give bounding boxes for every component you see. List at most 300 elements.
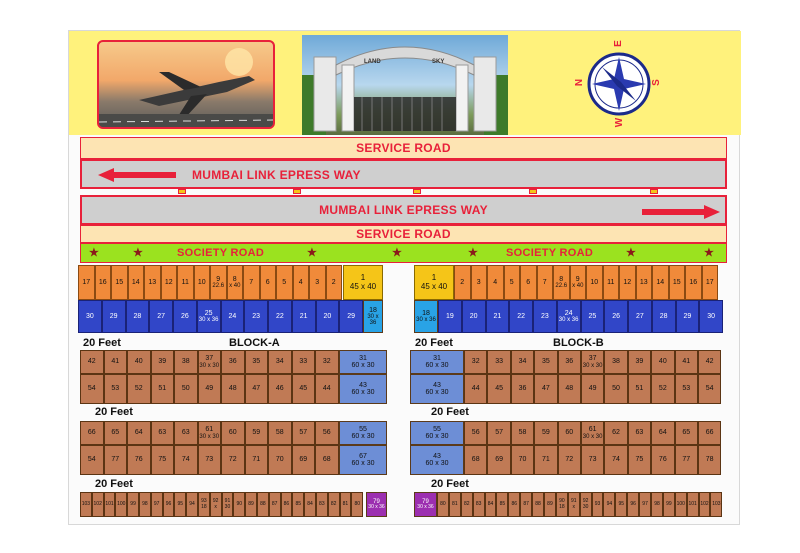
- plot-12[interactable]: [161, 265, 178, 300]
- plot-15[interactable]: [669, 265, 686, 300]
- plot-53[interactable]: [104, 374, 128, 404]
- plot-82[interactable]: [328, 492, 340, 517]
- plot-50[interactable]: [604, 374, 627, 404]
- plot-number: 94: [189, 500, 195, 507]
- plot-29[interactable]: [676, 300, 700, 333]
- plot-28[interactable]: [652, 300, 676, 333]
- plot-96[interactable]: [163, 492, 175, 517]
- plot-42[interactable]: [698, 350, 721, 374]
- plot-64[interactable]: [651, 421, 674, 445]
- plot-number: 68: [471, 456, 480, 464]
- plot-21[interactable]: [486, 300, 510, 333]
- plot-57[interactable]: [487, 421, 510, 445]
- society-road: [80, 243, 727, 263]
- plot-59[interactable]: [245, 421, 269, 445]
- plot-41[interactable]: [104, 350, 128, 374]
- plot-92[interactable]: [580, 492, 592, 517]
- plot-12[interactable]: [619, 265, 636, 300]
- plot-24[interactable]: [221, 300, 245, 333]
- plot-dimension: 30: [224, 503, 231, 510]
- plot-number: 31: [359, 354, 367, 362]
- plot-number: 18: [369, 306, 377, 314]
- plot-number: 39: [158, 358, 167, 366]
- plot-59[interactable]: [534, 421, 557, 445]
- plot-number: 29: [109, 312, 118, 320]
- plot-92[interactable]: [210, 492, 222, 517]
- plot-number: 23: [540, 312, 549, 320]
- expressway-lane-2: [80, 195, 727, 225]
- plot-14[interactable]: [128, 265, 145, 300]
- plot-94[interactable]: [603, 492, 615, 517]
- plot-number: 73: [205, 456, 214, 464]
- plot-25[interactable]: [581, 300, 605, 333]
- plot-7[interactable]: [537, 265, 554, 300]
- plot-37[interactable]: [198, 350, 222, 374]
- plot-49[interactable]: [581, 374, 604, 404]
- plot-number: 51: [158, 385, 167, 393]
- plot-number: 49: [588, 385, 597, 393]
- block-a-row4b: [80, 445, 339, 475]
- plot-dimension: 45 x 40: [349, 281, 377, 291]
- plot-dimension: 22.6: [212, 283, 225, 290]
- plot-52[interactable]: [127, 374, 151, 404]
- plot-33[interactable]: [292, 350, 316, 374]
- plot-34[interactable]: [511, 350, 534, 374]
- plot-40[interactable]: [651, 350, 674, 374]
- plot-27[interactable]: [628, 300, 652, 333]
- plot-66[interactable]: [698, 421, 721, 445]
- plot-30[interactable]: [78, 300, 102, 333]
- plot-54[interactable]: [698, 374, 721, 404]
- plot-number: 62: [612, 429, 620, 437]
- plot-65[interactable]: [675, 421, 698, 445]
- plot-number: 15: [672, 278, 681, 286]
- plot-dimension: 30 x 36: [558, 317, 579, 324]
- service-road-bottom-label: SERVICE ROAD: [356, 227, 451, 241]
- plot-42[interactable]: [80, 350, 104, 374]
- plot-number: 3: [476, 278, 481, 286]
- plot-37[interactable]: [581, 350, 604, 374]
- block-a-label: BLOCK-A: [229, 337, 280, 349]
- plot-number: 9: [575, 275, 580, 283]
- plot-dimension: 30: [582, 503, 589, 510]
- plot-39[interactable]: [151, 350, 175, 374]
- plot-61[interactable]: [581, 421, 604, 445]
- plot-56[interactable]: [464, 421, 487, 445]
- plot-74[interactable]: [604, 445, 627, 475]
- plot-77[interactable]: [104, 445, 128, 475]
- plot-68[interactable]: [464, 445, 487, 475]
- plot-16[interactable]: [95, 265, 112, 300]
- plot-41[interactable]: [675, 350, 698, 374]
- plot-101[interactable]: [687, 492, 699, 517]
- plot-81[interactable]: [449, 492, 461, 517]
- plot-83[interactable]: [316, 492, 328, 517]
- plot-87[interactable]: [269, 492, 281, 517]
- plot-48[interactable]: [221, 374, 245, 404]
- plot-8[interactable]: [227, 265, 244, 300]
- plot-5[interactable]: [276, 265, 293, 300]
- plot-17[interactable]: [78, 265, 95, 300]
- plot-89[interactable]: [544, 492, 556, 517]
- plot-38[interactable]: [604, 350, 627, 374]
- plot-9[interactable]: [210, 265, 227, 300]
- plot-number: 47: [252, 385, 261, 393]
- plot-63[interactable]: [174, 421, 198, 445]
- plot-number: 69: [299, 456, 308, 464]
- plot-number: 33: [495, 358, 503, 366]
- plot-97[interactable]: [639, 492, 651, 517]
- plot-95[interactable]: [174, 492, 186, 517]
- plot-number: 27: [157, 312, 166, 320]
- plot-88[interactable]: [257, 492, 269, 517]
- plot-60[interactable]: [558, 421, 581, 445]
- plot-47[interactable]: [245, 374, 269, 404]
- plot-number: 33: [299, 358, 308, 366]
- block-b-plot-43b[interactable]: [410, 445, 464, 475]
- plot-number: 58: [275, 429, 284, 437]
- plot-80[interactable]: [437, 492, 449, 517]
- plot-29[interactable]: [339, 300, 363, 333]
- plot-number: 11: [607, 278, 615, 286]
- plot-58[interactable]: [511, 421, 534, 445]
- plot-90[interactable]: [556, 492, 568, 517]
- plot-97[interactable]: [151, 492, 163, 517]
- plot-26[interactable]: [173, 300, 197, 333]
- plot-54[interactable]: [80, 445, 104, 475]
- plot-91[interactable]: [222, 492, 234, 517]
- plot-75[interactable]: [151, 445, 175, 475]
- plot-number: 65: [682, 429, 691, 437]
- plot-99[interactable]: [663, 492, 675, 517]
- plot-number: 89: [547, 500, 553, 507]
- block-a-plot-31[interactable]: [339, 350, 387, 374]
- plot-70[interactable]: [268, 445, 292, 475]
- plot-number: 40: [134, 358, 143, 366]
- plot-23[interactable]: [244, 300, 268, 333]
- plot-88[interactable]: [532, 492, 544, 517]
- plot-62[interactable]: [604, 421, 627, 445]
- plot-number: 10: [197, 278, 206, 286]
- road-marker: [178, 189, 186, 194]
- plot-27[interactable]: [149, 300, 173, 333]
- plot-86[interactable]: [281, 492, 293, 517]
- plot-30[interactable]: [699, 300, 723, 333]
- plot-5[interactable]: [504, 265, 521, 300]
- plot-number: 6: [265, 278, 270, 286]
- plot-29[interactable]: [102, 300, 126, 333]
- plot-25[interactable]: [197, 300, 221, 333]
- plot-6[interactable]: [260, 265, 277, 300]
- plot-93[interactable]: [592, 492, 604, 517]
- plot-70[interactable]: [511, 445, 534, 475]
- plot-number: 97: [153, 500, 160, 507]
- compass-w: W: [614, 117, 626, 128]
- plot-101[interactable]: [104, 492, 116, 517]
- plot-15[interactable]: [111, 265, 128, 300]
- plot-36[interactable]: [511, 374, 534, 404]
- plot-number: 2: [460, 278, 465, 286]
- plot-dimension: 60 x 30: [351, 433, 375, 440]
- plot-2[interactable]: [454, 265, 471, 300]
- plot-26[interactable]: [604, 300, 628, 333]
- block-a-plot-67[interactable]: [339, 445, 387, 475]
- plot-20[interactable]: [462, 300, 486, 333]
- plot-number: 59: [252, 429, 261, 437]
- plot-84[interactable]: [304, 492, 316, 517]
- plot-82[interactable]: [461, 492, 473, 517]
- plot-20[interactable]: [316, 300, 340, 333]
- block-b-row5: [437, 492, 722, 517]
- plot-71[interactable]: [534, 445, 557, 475]
- plot-number: 48: [228, 385, 237, 393]
- plot-23[interactable]: [533, 300, 557, 333]
- block-a-plot-18[interactable]: [363, 300, 383, 333]
- plot-number: 17: [705, 278, 714, 286]
- plot-35[interactable]: [245, 350, 269, 374]
- plot-81[interactable]: [340, 492, 352, 517]
- plot-number: 39: [635, 358, 644, 366]
- plot-number: 36: [228, 358, 237, 366]
- plot-69[interactable]: [292, 445, 316, 475]
- plot-number: 101: [105, 500, 114, 507]
- plot-49[interactable]: [198, 374, 222, 404]
- plot-56[interactable]: [315, 421, 339, 445]
- plot-51[interactable]: [151, 374, 175, 404]
- plot-46[interactable]: [268, 374, 292, 404]
- plot-dimension: 45 x 40: [420, 281, 448, 291]
- plot-102[interactable]: [92, 492, 104, 517]
- plot-47[interactable]: [534, 374, 557, 404]
- plot-33[interactable]: [487, 350, 510, 374]
- plot-39[interactable]: [628, 350, 651, 374]
- plot-number: 81: [452, 500, 458, 507]
- plot-63[interactable]: [628, 421, 651, 445]
- plot-64[interactable]: [127, 421, 151, 445]
- plot-85[interactable]: [292, 492, 304, 517]
- plot-number: 96: [630, 500, 636, 507]
- plot-number: 13: [148, 278, 157, 286]
- plot-85[interactable]: [496, 492, 508, 517]
- plot-number: 101: [688, 500, 697, 507]
- plot-86[interactable]: [508, 492, 520, 517]
- plot-84[interactable]: [485, 492, 497, 517]
- plot-number: 87: [271, 500, 278, 507]
- block-b-plot-79[interactable]: [414, 492, 437, 517]
- plot-number: 6: [526, 278, 531, 286]
- compass-s: S: [650, 79, 662, 86]
- block-b-plot-18[interactable]: [414, 300, 438, 333]
- plot-98[interactable]: [139, 492, 151, 517]
- plot-10[interactable]: [194, 265, 211, 300]
- plot-number: 80: [440, 500, 446, 507]
- plot-22[interactable]: [509, 300, 533, 333]
- plot-number: 98: [654, 500, 660, 507]
- plot-63[interactable]: [151, 421, 175, 445]
- plot-number: 21: [299, 312, 308, 320]
- plot-60[interactable]: [221, 421, 245, 445]
- plot-36[interactable]: [558, 350, 581, 374]
- plot-54[interactable]: [80, 374, 104, 404]
- plot-68[interactable]: [315, 445, 339, 475]
- plot-74[interactable]: [174, 445, 198, 475]
- plot-99[interactable]: [127, 492, 139, 517]
- plot-number: 5: [509, 278, 514, 286]
- plot-dimension: x 40: [229, 283, 241, 290]
- plot-number: 81: [342, 500, 349, 507]
- block-a-plot-43[interactable]: [339, 374, 387, 404]
- plot-94[interactable]: [186, 492, 198, 517]
- plot-44[interactable]: [464, 374, 487, 404]
- plot-number: 100: [676, 500, 685, 507]
- block-b-plot-1[interactable]: [414, 265, 454, 300]
- plot-number: 14: [131, 278, 140, 286]
- plot-11[interactable]: [603, 265, 620, 300]
- plot-76[interactable]: [127, 445, 151, 475]
- block-b-plot-55[interactable]: [410, 421, 464, 445]
- plot-number: 85: [295, 500, 302, 507]
- plot-number: 1: [431, 273, 437, 283]
- plot-number: 54: [87, 385, 96, 393]
- plot-number: 35: [541, 358, 550, 366]
- plot-4[interactable]: [293, 265, 310, 300]
- plot-7[interactable]: [243, 265, 260, 300]
- plot-35[interactable]: [534, 350, 557, 374]
- plot-76[interactable]: [651, 445, 674, 475]
- plot-44[interactable]: [315, 374, 339, 404]
- plot-dimension: 60 x 30: [351, 460, 375, 467]
- plot-93[interactable]: [198, 492, 210, 517]
- plot-number: 12: [164, 278, 173, 286]
- plot-16[interactable]: [685, 265, 702, 300]
- plot-21[interactable]: [292, 300, 316, 333]
- plot-57[interactable]: [292, 421, 316, 445]
- plot-4[interactable]: [487, 265, 504, 300]
- plot-32[interactable]: [315, 350, 339, 374]
- plot-11[interactable]: [177, 265, 194, 300]
- plot-17[interactable]: [702, 265, 719, 300]
- block-a-plot-79[interactable]: [366, 492, 387, 517]
- plot-number: 7: [249, 278, 254, 286]
- plot-66[interactable]: [80, 421, 104, 445]
- plot-77[interactable]: [675, 445, 698, 475]
- plot-96[interactable]: [627, 492, 639, 517]
- plot-91[interactable]: [568, 492, 580, 517]
- block-a-plot-1[interactable]: [343, 265, 383, 300]
- plot-13[interactable]: [144, 265, 161, 300]
- plot-87[interactable]: [520, 492, 532, 517]
- plot-83[interactable]: [473, 492, 485, 517]
- plot-22[interactable]: [268, 300, 292, 333]
- plot-dimension: 18: [559, 503, 565, 510]
- airplane-icon: [99, 42, 275, 129]
- plot-number: 45: [495, 385, 503, 393]
- plot-40[interactable]: [127, 350, 151, 374]
- plot-71[interactable]: [245, 445, 269, 475]
- plot-10[interactable]: [586, 265, 603, 300]
- plot-36[interactable]: [221, 350, 245, 374]
- society-road-label-right: SOCIETY ROAD: [506, 247, 594, 259]
- plot-number: 8: [232, 275, 237, 283]
- plot-53[interactable]: [675, 374, 698, 404]
- road-marker: [293, 189, 301, 194]
- plot-45[interactable]: [487, 374, 510, 404]
- block-b-plot-43[interactable]: [410, 374, 464, 404]
- block-b-plot-31[interactable]: [410, 350, 464, 374]
- plot-34[interactable]: [268, 350, 292, 374]
- plot-90[interactable]: [233, 492, 245, 517]
- plot-103[interactable]: [80, 492, 92, 517]
- plot-number: 84: [487, 500, 494, 507]
- plot-13[interactable]: [636, 265, 653, 300]
- plot-number: 54: [87, 456, 96, 464]
- plot-80[interactable]: [351, 492, 363, 517]
- plot-50[interactable]: [174, 374, 198, 404]
- plot-number: 98: [142, 500, 148, 507]
- plot-19[interactable]: [438, 300, 462, 333]
- plot-98[interactable]: [651, 492, 663, 517]
- plot-48[interactable]: [558, 374, 581, 404]
- plot-69[interactable]: [487, 445, 510, 475]
- plot-100[interactable]: [115, 492, 127, 517]
- plot-number: 41: [682, 358, 691, 366]
- plot-6[interactable]: [520, 265, 537, 300]
- plot-number: 103: [81, 500, 91, 507]
- plot-61[interactable]: [198, 421, 222, 445]
- plot-number: 87: [523, 500, 529, 507]
- plot-32[interactable]: [464, 350, 487, 374]
- plot-8[interactable]: [553, 265, 570, 300]
- plot-14[interactable]: [652, 265, 669, 300]
- plot-78[interactable]: [698, 445, 721, 475]
- plot-28[interactable]: [126, 300, 150, 333]
- plot-75[interactable]: [628, 445, 651, 475]
- plot-number: 66: [705, 429, 714, 437]
- twenty-feet-label: 20 Feet: [431, 478, 469, 490]
- plot-102[interactable]: [699, 492, 711, 517]
- plot-45[interactable]: [292, 374, 316, 404]
- plot-3[interactable]: [471, 265, 488, 300]
- plot-95[interactable]: [615, 492, 627, 517]
- plot-number: 71: [252, 456, 261, 464]
- plot-52[interactable]: [651, 374, 674, 404]
- plot-number: 96: [165, 500, 172, 507]
- plot-103[interactable]: [710, 492, 722, 517]
- plot-72[interactable]: [558, 445, 581, 475]
- plot-73[interactable]: [198, 445, 222, 475]
- plot-89[interactable]: [245, 492, 257, 517]
- plot-24[interactable]: [557, 300, 581, 333]
- plot-dimension: 30 x 36: [416, 317, 436, 324]
- twenty-feet-label: 20 Feet: [83, 337, 121, 349]
- plot-3[interactable]: [309, 265, 326, 300]
- plot-number: 57: [495, 429, 503, 437]
- block-a-plot-55[interactable]: [339, 421, 387, 445]
- plot-number: 60: [228, 429, 237, 437]
- plot-73[interactable]: [581, 445, 604, 475]
- plot-number: 52: [658, 385, 667, 393]
- plot-51[interactable]: [628, 374, 651, 404]
- plot-number: 60: [565, 429, 574, 437]
- plot-72[interactable]: [221, 445, 245, 475]
- plot-58[interactable]: [268, 421, 292, 445]
- plot-100[interactable]: [675, 492, 687, 517]
- plot-38[interactable]: [174, 350, 198, 374]
- plot-2[interactable]: [326, 265, 343, 300]
- plot-9[interactable]: [570, 265, 587, 300]
- plot-number: 54: [705, 385, 714, 393]
- plot-65[interactable]: [104, 421, 128, 445]
